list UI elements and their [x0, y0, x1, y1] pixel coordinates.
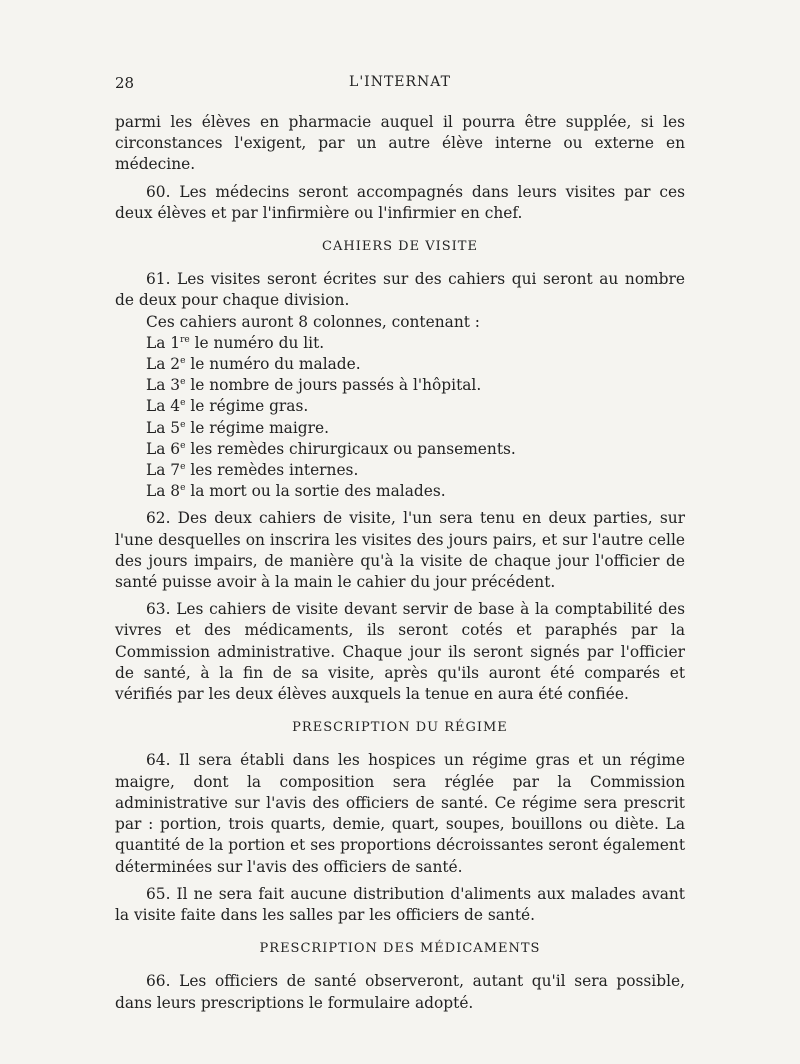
paragraph-continuation: parmi les élèves en pharmacie auquel il pourra être supplée, si les circonstances l'exigent, par un autre élève interne ou externe en médecine.	[115, 113, 685, 174]
list-item: La 2e le numéro du malade.	[146, 355, 361, 374]
running-title: L'INTERNAT	[349, 74, 451, 90]
paragraph-62: 62. Des deux cahiers de visite, l'un sera tenu en deux parties, sur l'une desquelles on inscrira les visites des jours pairs, et sur l'autre celle des jours impairs, de manière qu'à la visite de chaque jour l'officier de santé puisse avoir à la main le cahier du jour précédent.	[115, 509, 685, 592]
paragraph-63: 63. Les cahiers de visite devant servir de base à la comptabilité des vivres et des médicaments, ils seront cotés et paraphés par la Commission administrative. Chaque jour ils seront signés par l'officier de santé, à la fin de sa visite, après qu'ils auront été comparés et vérifiés par les deux élèves auxquels la tenue en aura été confiée.	[115, 600, 685, 704]
page-number: 28	[115, 74, 135, 92]
section-heading-cahiers: CAHIERS DE VISITE	[322, 239, 478, 255]
paragraph-65: 65. Il ne sera fait aucune distribution d'aliments aux malades avant la visite faite dans les salles par les officiers de santé.	[115, 884, 685, 924]
columns-intro: Ces cahiers auront 8 colonnes, contenant :	[146, 312, 480, 331]
list-item: La 7e les remèdes internes.	[146, 461, 359, 480]
section-heading-regime: PRESCRIPTION DU RÉGIME	[292, 720, 508, 736]
section-heading-medicaments: PRESCRIPTION DES MÉDICAMENTS	[259, 941, 541, 957]
page-body	[115, 112, 685, 1020]
list-item: La 1re le numéro du lit.	[146, 333, 325, 352]
list-item: La 4e le régime gras.	[146, 397, 309, 416]
paragraph-60: 60. Les médecins seront accompagnés dans leurs visites par ces deux élèves et par l'infirmière ou l'infirmier en chef.	[115, 182, 685, 222]
page-header	[115, 74, 685, 98]
list-item: La 8e la mort ou la sortie des malades.	[146, 482, 446, 501]
paragraph-66: 66. Les officiers de santé observeront, autant qu'il sera possible, dans leurs prescriptions le formulaire adopté.	[115, 972, 685, 1012]
list-item: La 3e le nombre de jours passés à l'hôpital.	[146, 376, 482, 395]
columns-list	[115, 333, 685, 503]
paragraph-61: 61. Les visites seront écrites sur des cahiers qui seront au nombre de deux pour chaque division.	[115, 270, 685, 310]
paragraph-64: 64. Il sera établi dans les hospices un régime gras et un régime maigre, dont la composition sera réglée par la Commission administrative sur l'avis des officiers de santé. Ce régime sera prescrit par : portion, trois quarts, demie, quart, soupes, bouillons ou diète. La quantité de la portion et ses proportions décroissantes seront également déterminées sur l'avis des officiers de santé.	[115, 751, 685, 876]
list-item: La 5e le régime maigre.	[146, 418, 329, 437]
list-item: La 6e les remèdes chirurgicaux ou pansements.	[146, 439, 516, 458]
